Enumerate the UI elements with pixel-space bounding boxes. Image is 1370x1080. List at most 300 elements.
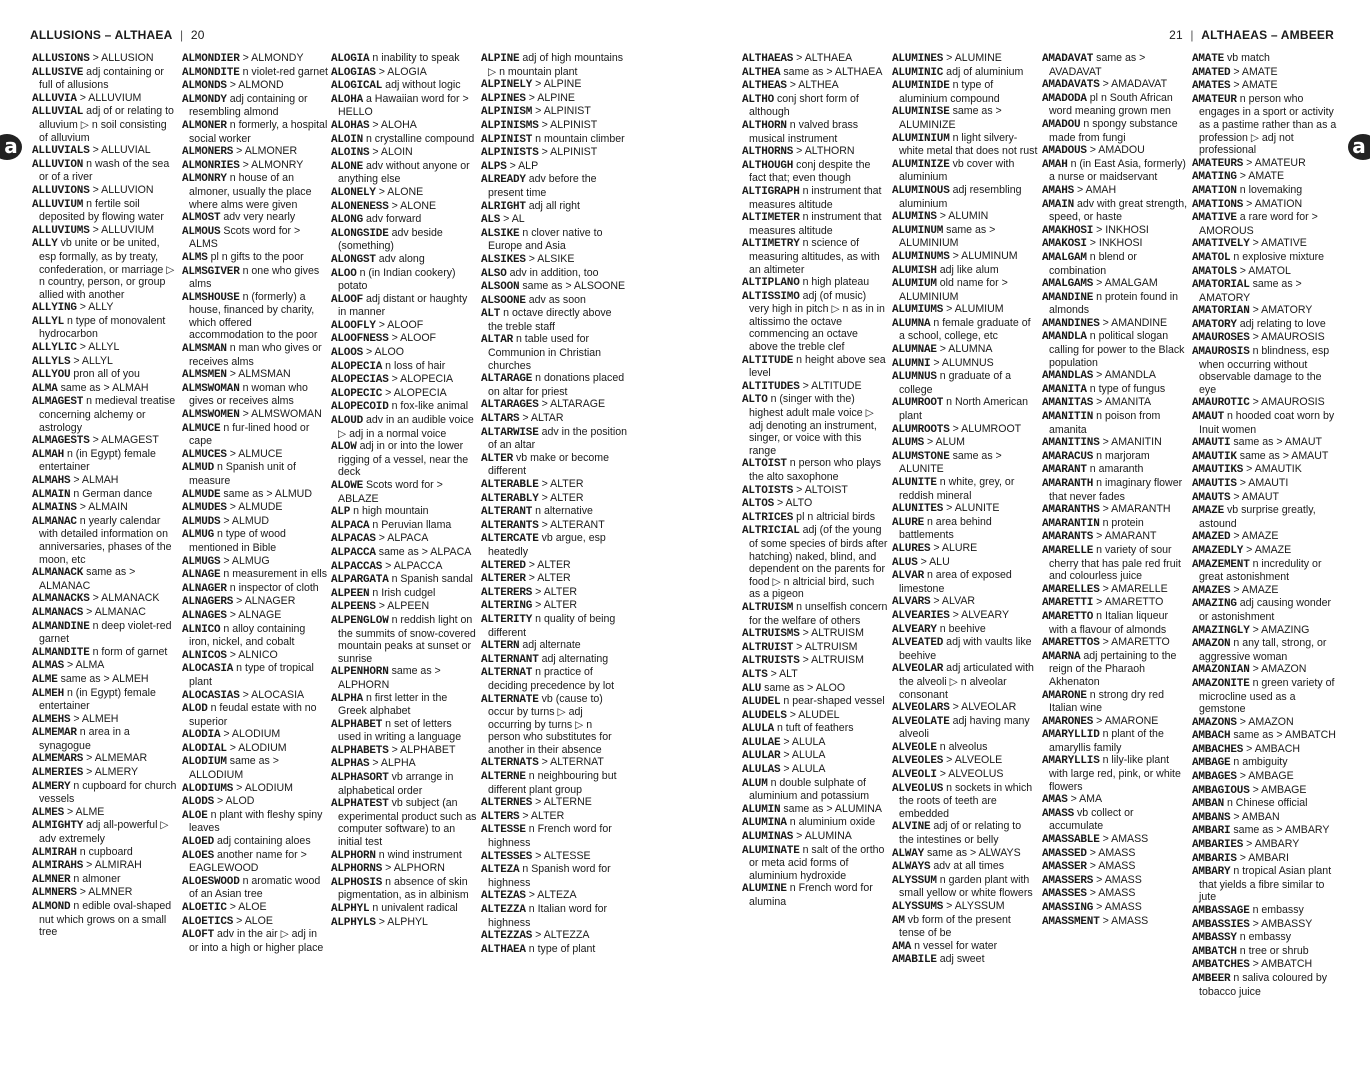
dictionary-entry — [892, 277, 1038, 303]
headword: ALLYLS — [32, 355, 71, 368]
headword: ALMAH — [32, 448, 65, 461]
definition: conj short form of although — [749, 92, 859, 119]
dictionary-entry — [32, 52, 178, 66]
definition: n octave directly above the treble staff — [488, 307, 612, 333]
dictionary-entry — [1192, 237, 1338, 251]
dictionary-entry — [742, 159, 888, 185]
dictionary-entry — [1192, 958, 1338, 972]
definition: n unselfish concern for the welfare of others — [749, 600, 888, 627]
dictionary-entry — [1192, 318, 1338, 332]
dictionary-entry — [1192, 637, 1338, 663]
definition: > ALPACCA — [385, 559, 443, 572]
headword: ALTO — [742, 394, 768, 407]
headword: ALMUDES — [182, 502, 227, 515]
headword: ALUMIUM — [892, 278, 937, 291]
dictionary-entry — [331, 560, 477, 574]
dictionary-entry — [892, 396, 1038, 422]
definition: > ALOHA — [372, 118, 417, 131]
dictionary-entry — [481, 267, 627, 281]
definition: Scots word for > ALMS — [189, 224, 301, 251]
dictionary-entry — [742, 816, 888, 830]
definition: > ALMUG — [223, 554, 270, 567]
headword: AMAZEDLY — [1192, 544, 1244, 557]
dictionary-column — [331, 52, 477, 929]
dictionary-entry — [1042, 118, 1188, 144]
headword: ALSIKES — [481, 253, 526, 266]
definition: vb make or become different — [488, 451, 610, 478]
definition: same as > ALTHAEA — [783, 65, 883, 78]
headword: AMBAN — [1192, 798, 1225, 811]
dictionary-entry — [182, 582, 328, 596]
headword: AMATOLS — [1192, 265, 1237, 278]
headword: AMANDINES — [1042, 317, 1100, 330]
headword: AMANITA — [1042, 383, 1087, 396]
headword: AMASSER — [1042, 861, 1087, 874]
definition: same as > ALMUD — [223, 487, 312, 500]
headword: ALMAHS — [32, 475, 71, 487]
definition: conj despite the fact that; even though — [749, 158, 871, 185]
headword: ALTESSE — [481, 824, 526, 837]
headword: AMAZES — [1192, 584, 1231, 597]
definition: > ALTAR — [522, 412, 564, 425]
dictionary-entry — [481, 398, 627, 412]
headword: ALTERN — [481, 640, 520, 653]
dictionary-entry — [32, 713, 178, 727]
definition: > ALUMINA — [796, 830, 852, 843]
left-running-head: ALLUSIONS – ALTHAEA | 20 — [30, 28, 205, 42]
definition: > ALUMROOT — [952, 422, 1022, 435]
dictionary-entry — [481, 92, 627, 106]
definition: n white, grey, or reddish mineral — [899, 476, 1015, 502]
definition: > AMATOL — [1239, 264, 1291, 277]
headword: ALNICOS — [182, 649, 227, 662]
definition: adj distant or haughty in manner — [338, 292, 468, 319]
definition: > ALMEH — [73, 712, 119, 725]
definition: > ALPINE — [528, 91, 575, 104]
definition: > ALLUSION — [92, 52, 154, 64]
definition: same as > ALUNITE — [899, 449, 1002, 476]
definition: > ALURE — [933, 541, 978, 554]
dictionary-entry — [892, 502, 1038, 516]
headword: ALTERABLE — [481, 479, 539, 491]
dictionary-entry — [182, 809, 328, 835]
dictionary-entry — [1042, 369, 1188, 383]
dictionary-entry — [892, 184, 1038, 210]
definition: > ALMNER — [79, 886, 133, 899]
headword: ALOED — [182, 836, 215, 849]
definition: > AMARONE — [1096, 714, 1159, 727]
definition: > AMATE — [1239, 170, 1285, 183]
dictionary-entry — [481, 280, 627, 294]
headword: ALUNITE — [892, 477, 937, 489]
headword: ALLUVIUMS — [32, 224, 90, 237]
definition: n quality of being different — [488, 612, 616, 639]
dictionary-entry — [331, 79, 477, 93]
dictionary-entry — [1192, 436, 1338, 450]
definition: n (in East Asia, formerly) a nurse or maidservant — [1049, 157, 1186, 184]
definition: adv at all times — [933, 860, 1005, 873]
headword: AMASSING — [1042, 902, 1094, 914]
definition: n any tall, strong, or aggressive woman — [1199, 637, 1327, 663]
headword: ALTOIST — [742, 458, 787, 471]
headword: ALMSHOUSE — [182, 291, 240, 304]
definition: > ALTARAGE — [541, 398, 606, 411]
dictionary-entry — [182, 623, 328, 649]
headword: AMAZE — [1192, 505, 1225, 518]
dictionary-entry — [742, 79, 888, 93]
dictionary-entry — [892, 860, 1038, 874]
headword: ALME — [32, 673, 58, 686]
dictionary-entry — [32, 237, 178, 301]
headword: AMATORIAL — [1192, 279, 1250, 292]
headword: ALLYOU — [32, 369, 71, 382]
dictionary-entry — [481, 572, 627, 586]
headword: AMASSED — [1042, 847, 1087, 860]
headword: ALVINE — [892, 821, 931, 834]
dictionary-entry — [892, 66, 1038, 80]
dictionary-entry — [1042, 530, 1188, 544]
definition: vb argue, esp heatedly — [488, 532, 606, 558]
definition: > AMAUROSIS — [1252, 396, 1325, 409]
headword: AMBATCH — [1192, 945, 1237, 958]
definition: a Hawaiian word for > HELLO — [338, 92, 469, 119]
headword: ALNICO — [182, 623, 221, 636]
dictionary-entry — [892, 224, 1038, 250]
headword: ALMIRAHS — [32, 860, 84, 873]
headword: ALTERNATS — [481, 757, 539, 770]
headword: ALMONRY — [182, 173, 227, 186]
definition: n type of monovalent hydrocarbon — [39, 314, 166, 341]
headword: ALMNERS — [32, 887, 77, 900]
definition: n crystalline compound — [365, 132, 475, 145]
dictionary-entry — [892, 132, 1038, 158]
definition: adj of or relating to the intestines or belly — [899, 820, 1022, 847]
definition: n woman who gives or receives alms — [189, 381, 308, 408]
headword: AMAKOSI — [1042, 238, 1087, 251]
dictionary-entry — [892, 847, 1038, 861]
dictionary-entry — [331, 319, 477, 333]
headword: ALODIA — [182, 729, 221, 742]
definition: n protein — [1102, 516, 1144, 529]
headword: ALOOFLY — [331, 319, 376, 332]
dictionary-entry — [331, 614, 477, 665]
definition: n reddish light on the summits of snow-covered mountain peaks at sunset or sunrise — [338, 613, 476, 665]
definition: > ALOE — [229, 901, 267, 913]
dictionary-entry — [1042, 52, 1188, 78]
headword: ALOCASIA — [182, 663, 234, 676]
dictionary-entry — [182, 702, 328, 728]
definition: > ALUM — [926, 436, 965, 449]
dictionary-entry — [742, 276, 888, 290]
headword: AMADAVAT — [1042, 53, 1094, 65]
dictionary-entry — [481, 253, 627, 267]
headword: ALSIKE — [481, 227, 520, 240]
dictionary-entry — [1192, 584, 1338, 598]
dictionary-entry — [182, 568, 328, 582]
dictionary-entry — [182, 145, 328, 159]
headword: ALLUVIONS — [32, 184, 90, 197]
headword: AMBARIES — [1192, 839, 1244, 852]
dictionary-entry — [1042, 636, 1188, 650]
dictionary-entry — [1042, 860, 1188, 874]
dictionary-entry — [1042, 689, 1188, 715]
headword: ALMAIN — [32, 488, 71, 501]
dictionary-entry — [182, 609, 328, 623]
dictionary-entry — [481, 119, 627, 133]
definition: n Spanish sandal — [391, 573, 473, 586]
headword: ALUMINIZE — [892, 158, 950, 171]
definition: > AMBATCH — [1252, 958, 1313, 971]
definition: n yearly calendar with detailed information on anniversaries, phases of the moon, etc — [39, 514, 172, 566]
dictionary-entry — [331, 213, 477, 227]
definition: > ALOGIA — [378, 65, 427, 78]
headword: ALURE — [892, 516, 925, 529]
headword: ALMONDITE — [182, 66, 240, 79]
dictionary-entry — [1042, 596, 1188, 610]
headword: ALOPECIC — [331, 387, 383, 400]
definition: n absence of skin pigmentation, as in albinism — [338, 875, 469, 902]
definition: n inability to speak — [372, 52, 460, 64]
dictionary-entry — [182, 555, 328, 569]
dictionary-entry — [182, 928, 328, 954]
definition: > ALMANAC — [86, 605, 146, 618]
dictionary-entry — [32, 198, 178, 224]
headword: ALUMINE — [742, 883, 787, 896]
headword: ALOGIA — [331, 53, 370, 65]
headword: AMAUTIS — [1192, 478, 1237, 490]
dictionary-entry — [32, 687, 178, 713]
dictionary-entry — [481, 823, 627, 849]
dictionary-entry — [182, 408, 328, 422]
headword: AMAIN — [1042, 198, 1075, 211]
dictionary-entry — [1042, 887, 1188, 901]
dictionary-entry — [331, 360, 477, 374]
headword: ALONE — [331, 160, 364, 173]
definition: n tropical Asian plant that yields a fibre similar to jute — [1199, 865, 1332, 904]
headword: ALUMINES — [892, 53, 944, 65]
headword: ALMONERS — [182, 146, 234, 159]
definition: adj in or into the lower rigging of a vessel, near the deck — [338, 440, 469, 479]
headword: ALMIGHTY — [32, 820, 84, 833]
definition: > AMBAGE — [1252, 783, 1307, 796]
headword: ALONGSIDE — [331, 227, 389, 240]
headword: ALPINIST — [481, 133, 533, 146]
dictionary-entry — [1192, 530, 1338, 544]
headword: ALLUVIALS — [32, 145, 90, 158]
headword: ALLUVIUM — [32, 198, 84, 211]
headword: AMBATCHES — [1192, 959, 1250, 972]
definition: > ALME — [66, 805, 105, 818]
headword: ALUMIUMS — [892, 304, 944, 317]
dictionary-entry — [331, 546, 477, 560]
definition: > ALODIUM — [223, 728, 281, 741]
headword: ALTHEAS — [742, 80, 787, 93]
dictionary-entry — [742, 393, 888, 457]
definition: > AMARELLE — [1102, 582, 1168, 595]
dictionary-entry — [742, 830, 888, 844]
definition: n mountain climber — [535, 132, 625, 145]
definition: > ALUMNA — [939, 343, 993, 356]
definition: pl n South African word meaning grown men — [1049, 91, 1173, 118]
headword: ALOFT — [182, 929, 215, 942]
dictionary-entry — [892, 516, 1038, 542]
definition: > ALTHEA — [789, 79, 839, 92]
headword: AMAUROSES — [1192, 332, 1250, 345]
headword: ALUDELS — [742, 709, 787, 722]
dictionary-entry — [481, 929, 627, 943]
definition: > AMASS — [1102, 914, 1149, 927]
definition: > ALTO — [776, 497, 813, 510]
definition: > AMASS — [1089, 887, 1136, 900]
definition: > INKHOSI — [1089, 237, 1143, 250]
dictionary-entry — [331, 916, 477, 930]
headword: ALMNER — [32, 873, 71, 886]
headword: ALPACAS — [331, 533, 376, 546]
definition: adj containing or resembling almond — [189, 92, 308, 119]
definition: n plant with fleshy spiny leaves — [189, 808, 323, 835]
dictionary-entry — [481, 52, 627, 78]
definition: n type of tropical plant — [189, 662, 314, 688]
headword: AMASSES — [1042, 888, 1087, 901]
headword: ALUMINAS — [742, 831, 794, 844]
dictionary-entry — [1042, 450, 1188, 464]
headword: ALUMINS — [892, 211, 937, 224]
definition: n North American plant — [899, 396, 1029, 423]
headword: ALP — [331, 506, 351, 519]
dictionary-entry — [1192, 410, 1338, 436]
definition: adv as soon — [528, 293, 586, 306]
definition: n incredulity or great astonishment — [1199, 557, 1322, 584]
headword: ALUMS — [892, 437, 925, 450]
headword: ALNAGES — [182, 609, 227, 622]
definition: > AMAZE — [1246, 543, 1292, 556]
dictionary-entry — [481, 519, 627, 533]
dictionary-entry — [1042, 793, 1188, 807]
dictionary-entry — [742, 457, 888, 483]
definition: adj containing or full of allusions — [39, 65, 164, 92]
headword: ALVAR — [892, 570, 925, 583]
dictionary-entry — [481, 796, 627, 810]
dictionary-entry — [1192, 52, 1338, 66]
headword: ALPINELY — [481, 79, 533, 92]
dictionary-entry — [331, 52, 477, 66]
headword: ALMANACKS — [32, 593, 90, 606]
headword: ALMANDITE — [32, 646, 90, 659]
definition: > AMAUTI — [1239, 477, 1289, 489]
headword: ALMONER — [182, 119, 227, 132]
dictionary-entry — [331, 692, 477, 718]
headword: ALTITUDES — [742, 380, 800, 393]
definition: > AMANDINE — [1102, 316, 1168, 329]
definition: > ALONE — [378, 185, 424, 198]
headword: ALTRUISM — [742, 601, 794, 614]
dictionary-entry — [742, 524, 888, 601]
definition: > ALTERANT — [541, 518, 605, 531]
headword: ALODIUM — [182, 756, 227, 769]
dictionary-entry — [742, 119, 888, 145]
definition: adj alternating — [541, 652, 609, 665]
definition: > ALTHAEA — [796, 52, 853, 64]
dictionary-entry — [742, 777, 888, 803]
headword: ALVEARIES — [892, 609, 950, 622]
headword: ALPACCA — [331, 546, 376, 559]
dictionary-entry — [1192, 811, 1338, 825]
definition: n blindness, esp when occurring without observable damage to the eye — [1199, 345, 1330, 396]
dictionary-entry — [331, 93, 477, 119]
definition: > ALUNITE — [946, 502, 1000, 515]
definition: > AMANDLA — [1096, 369, 1156, 382]
definition: > ALTESSE — [535, 849, 591, 862]
letter-thumb-tab-left: a — [0, 134, 22, 160]
dictionary-entry — [1192, 756, 1338, 770]
dictionary-entry — [331, 387, 477, 401]
definition: > ALTEZA — [528, 889, 577, 902]
dictionary-entry — [481, 213, 627, 227]
definition: > AMBAGE — [1239, 770, 1294, 783]
dictionary-entry — [1042, 807, 1188, 833]
definition: > ALTEZZA — [535, 929, 590, 942]
definition: > AMATE — [1233, 79, 1278, 92]
dictionary-entry — [1042, 544, 1188, 583]
dictionary-entry — [1192, 677, 1338, 716]
definition: > ALUMINUM — [952, 249, 1018, 262]
definition: n tree or shrub — [1239, 944, 1309, 957]
headword: AMATORIAN — [1192, 305, 1250, 318]
definition: same as > ALPACA — [378, 545, 472, 558]
dictionary-entry — [32, 224, 178, 238]
headword: AMAZEMENT — [1192, 558, 1250, 571]
dictionary-entry — [1192, 865, 1338, 904]
definition: vb surprise greatly, astound — [1199, 504, 1316, 530]
headword: AMBASSIES — [1192, 918, 1250, 931]
dictionary-entry — [892, 436, 1038, 450]
dictionary-entry — [481, 559, 627, 573]
definition: > ALTER — [541, 478, 584, 490]
definition: > AMATION — [1246, 197, 1303, 210]
dictionary-column — [892, 52, 1038, 967]
definition: same as > AMAUT — [1233, 436, 1322, 449]
headword: ALUMISH — [892, 264, 937, 277]
definition: > ALPHYL — [378, 915, 428, 928]
dictionary-entry — [32, 92, 178, 106]
dictionary-entry — [1042, 224, 1188, 238]
definition: > AMATIVE — [1252, 237, 1307, 250]
headword: ALUMINUMS — [892, 250, 950, 263]
definition: > ALPHABET — [391, 743, 456, 756]
headword: ALUMINISE — [892, 106, 950, 119]
headword: ALOO — [331, 267, 357, 280]
headword: ALMEHS — [32, 713, 71, 726]
definition: > ALOPECIA — [391, 373, 454, 386]
dictionary-entry — [481, 586, 627, 600]
definition: > ALMAGEST — [92, 434, 159, 447]
definition: > ALMAH — [73, 474, 119, 486]
headword: AMALGAM — [1042, 251, 1087, 264]
definition: > ALPHORN — [385, 862, 445, 875]
headword: AMBACHES — [1192, 743, 1244, 756]
definition: adj with vaults like beehive — [899, 636, 1032, 662]
dictionary-entry — [32, 566, 178, 592]
definition: adj of high mountains ▷ n mountain plant — [488, 52, 624, 78]
dictionary-entry — [32, 900, 178, 939]
definition: same as > AVADAVAT — [1049, 52, 1146, 78]
definition: > ALPINIST — [535, 105, 591, 118]
definition: vb collect or accumulate — [1049, 806, 1134, 833]
dictionary-entry — [1192, 931, 1338, 945]
dictionary-entry — [32, 620, 178, 646]
headword: AMARYLLIS — [1042, 755, 1100, 768]
definition: > AMBARY — [1246, 838, 1300, 851]
